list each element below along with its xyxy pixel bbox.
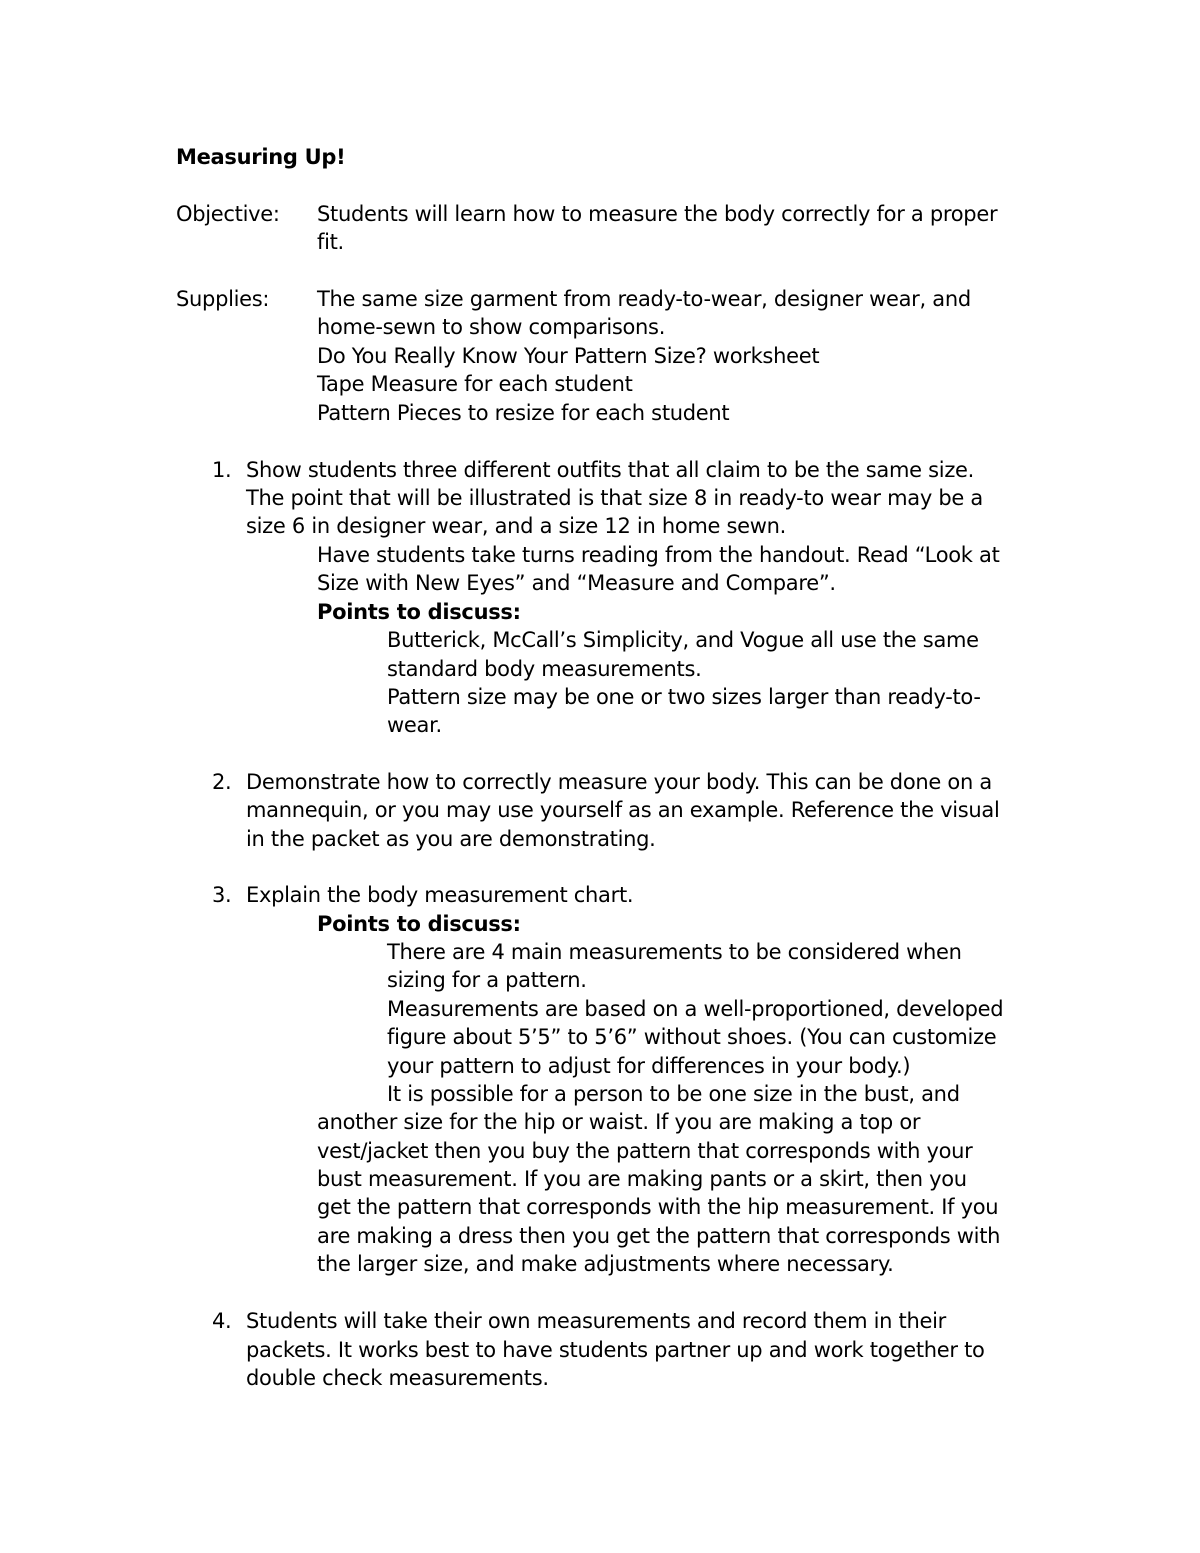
step-line: Show students three different outfits that all claim to be the same size. [246, 458, 975, 482]
point-line: It is possible for a person to be one size in the bust, and [387, 1082, 960, 1106]
paragraph-line: vest/jacket then you buy the pattern that corresponds with your [317, 1139, 973, 1163]
objective-label: Objective: [176, 202, 280, 226]
step-number: 2. [212, 770, 232, 794]
step-sub-line: Size with New Eyes” and “Measure and Compare”. [317, 571, 836, 595]
points-heading: Points to discuss: [317, 912, 521, 936]
point-line: Measurements are based on a well-proportioned, developed [387, 997, 1004, 1021]
point-line: There are 4 main measurements to be considered when [387, 940, 962, 964]
supplies-line: Tape Measure for each student [317, 372, 633, 396]
step-line: mannequin, or you may use yourself as an example. Reference the visual [246, 798, 1000, 822]
paragraph-line: bust measurement. If you are making pants or a skirt, then you [317, 1167, 967, 1191]
supplies-label: Supplies: [176, 287, 270, 311]
step-sub-line: Have students take turns reading from the handout. Read “Look at [317, 543, 1000, 567]
paragraph-line: another size for the hip or waist. If you are making a top or [317, 1110, 921, 1134]
step-number: 4. [212, 1309, 232, 1333]
point-line: Pattern size may be one or two sizes larger than ready-to- [387, 685, 981, 709]
step-number: 3. [212, 883, 232, 907]
step-line: size 6 in designer wear, and a size 12 in home sewn. [246, 514, 787, 538]
supplies-line: The same size garment from ready-to-wear, designer wear, and [317, 287, 971, 311]
point-line: figure about 5’5” to 5’6” without shoes. (You can customize [387, 1025, 997, 1049]
step-line: Students will take their own measurements and record them in their [246, 1309, 946, 1333]
paragraph-line: are making a dress then you get the pattern that corresponds with [317, 1224, 1001, 1248]
point-line: wear. [387, 713, 442, 737]
points-heading: Points to discuss: [317, 600, 521, 624]
paragraph-line: get the pattern that corresponds with the hip measurement. If you [317, 1195, 999, 1219]
paragraph-line: the larger size, and make adjustments where necessary. [317, 1252, 894, 1276]
point-line: sizing for a pattern. [387, 968, 587, 992]
point-line: standard body measurements. [387, 657, 702, 681]
objective-line: fit. [317, 230, 344, 254]
step-line: double check measurements. [246, 1366, 549, 1390]
step-line: in the packet as you are demonstrating. [246, 827, 656, 851]
supplies-line: Pattern Pieces to resize for each student [317, 401, 730, 425]
step-number: 1. [212, 458, 232, 482]
point-line: your pattern to adjust for differences in your body.) [387, 1054, 911, 1078]
supplies-line: Do You Really Know Your Pattern Size? worksheet [317, 344, 820, 368]
supplies-line: home-sewn to show comparisons. [317, 315, 666, 339]
page-title: Measuring Up! [176, 145, 346, 169]
step-line: The point that will be illustrated is that size 8 in ready-to wear may be a [246, 486, 983, 510]
step-line: packets. It works best to have students partner up and work together to [246, 1338, 985, 1362]
objective-line: Students will learn how to measure the body correctly for a proper [317, 202, 998, 226]
step-line: Explain the body measurement chart. [246, 883, 634, 907]
step-line: Demonstrate how to correctly measure your body. This can be done on a [246, 770, 992, 794]
point-line: Butterick, McCall’s Simplicity, and Vogue all use the same [387, 628, 979, 652]
